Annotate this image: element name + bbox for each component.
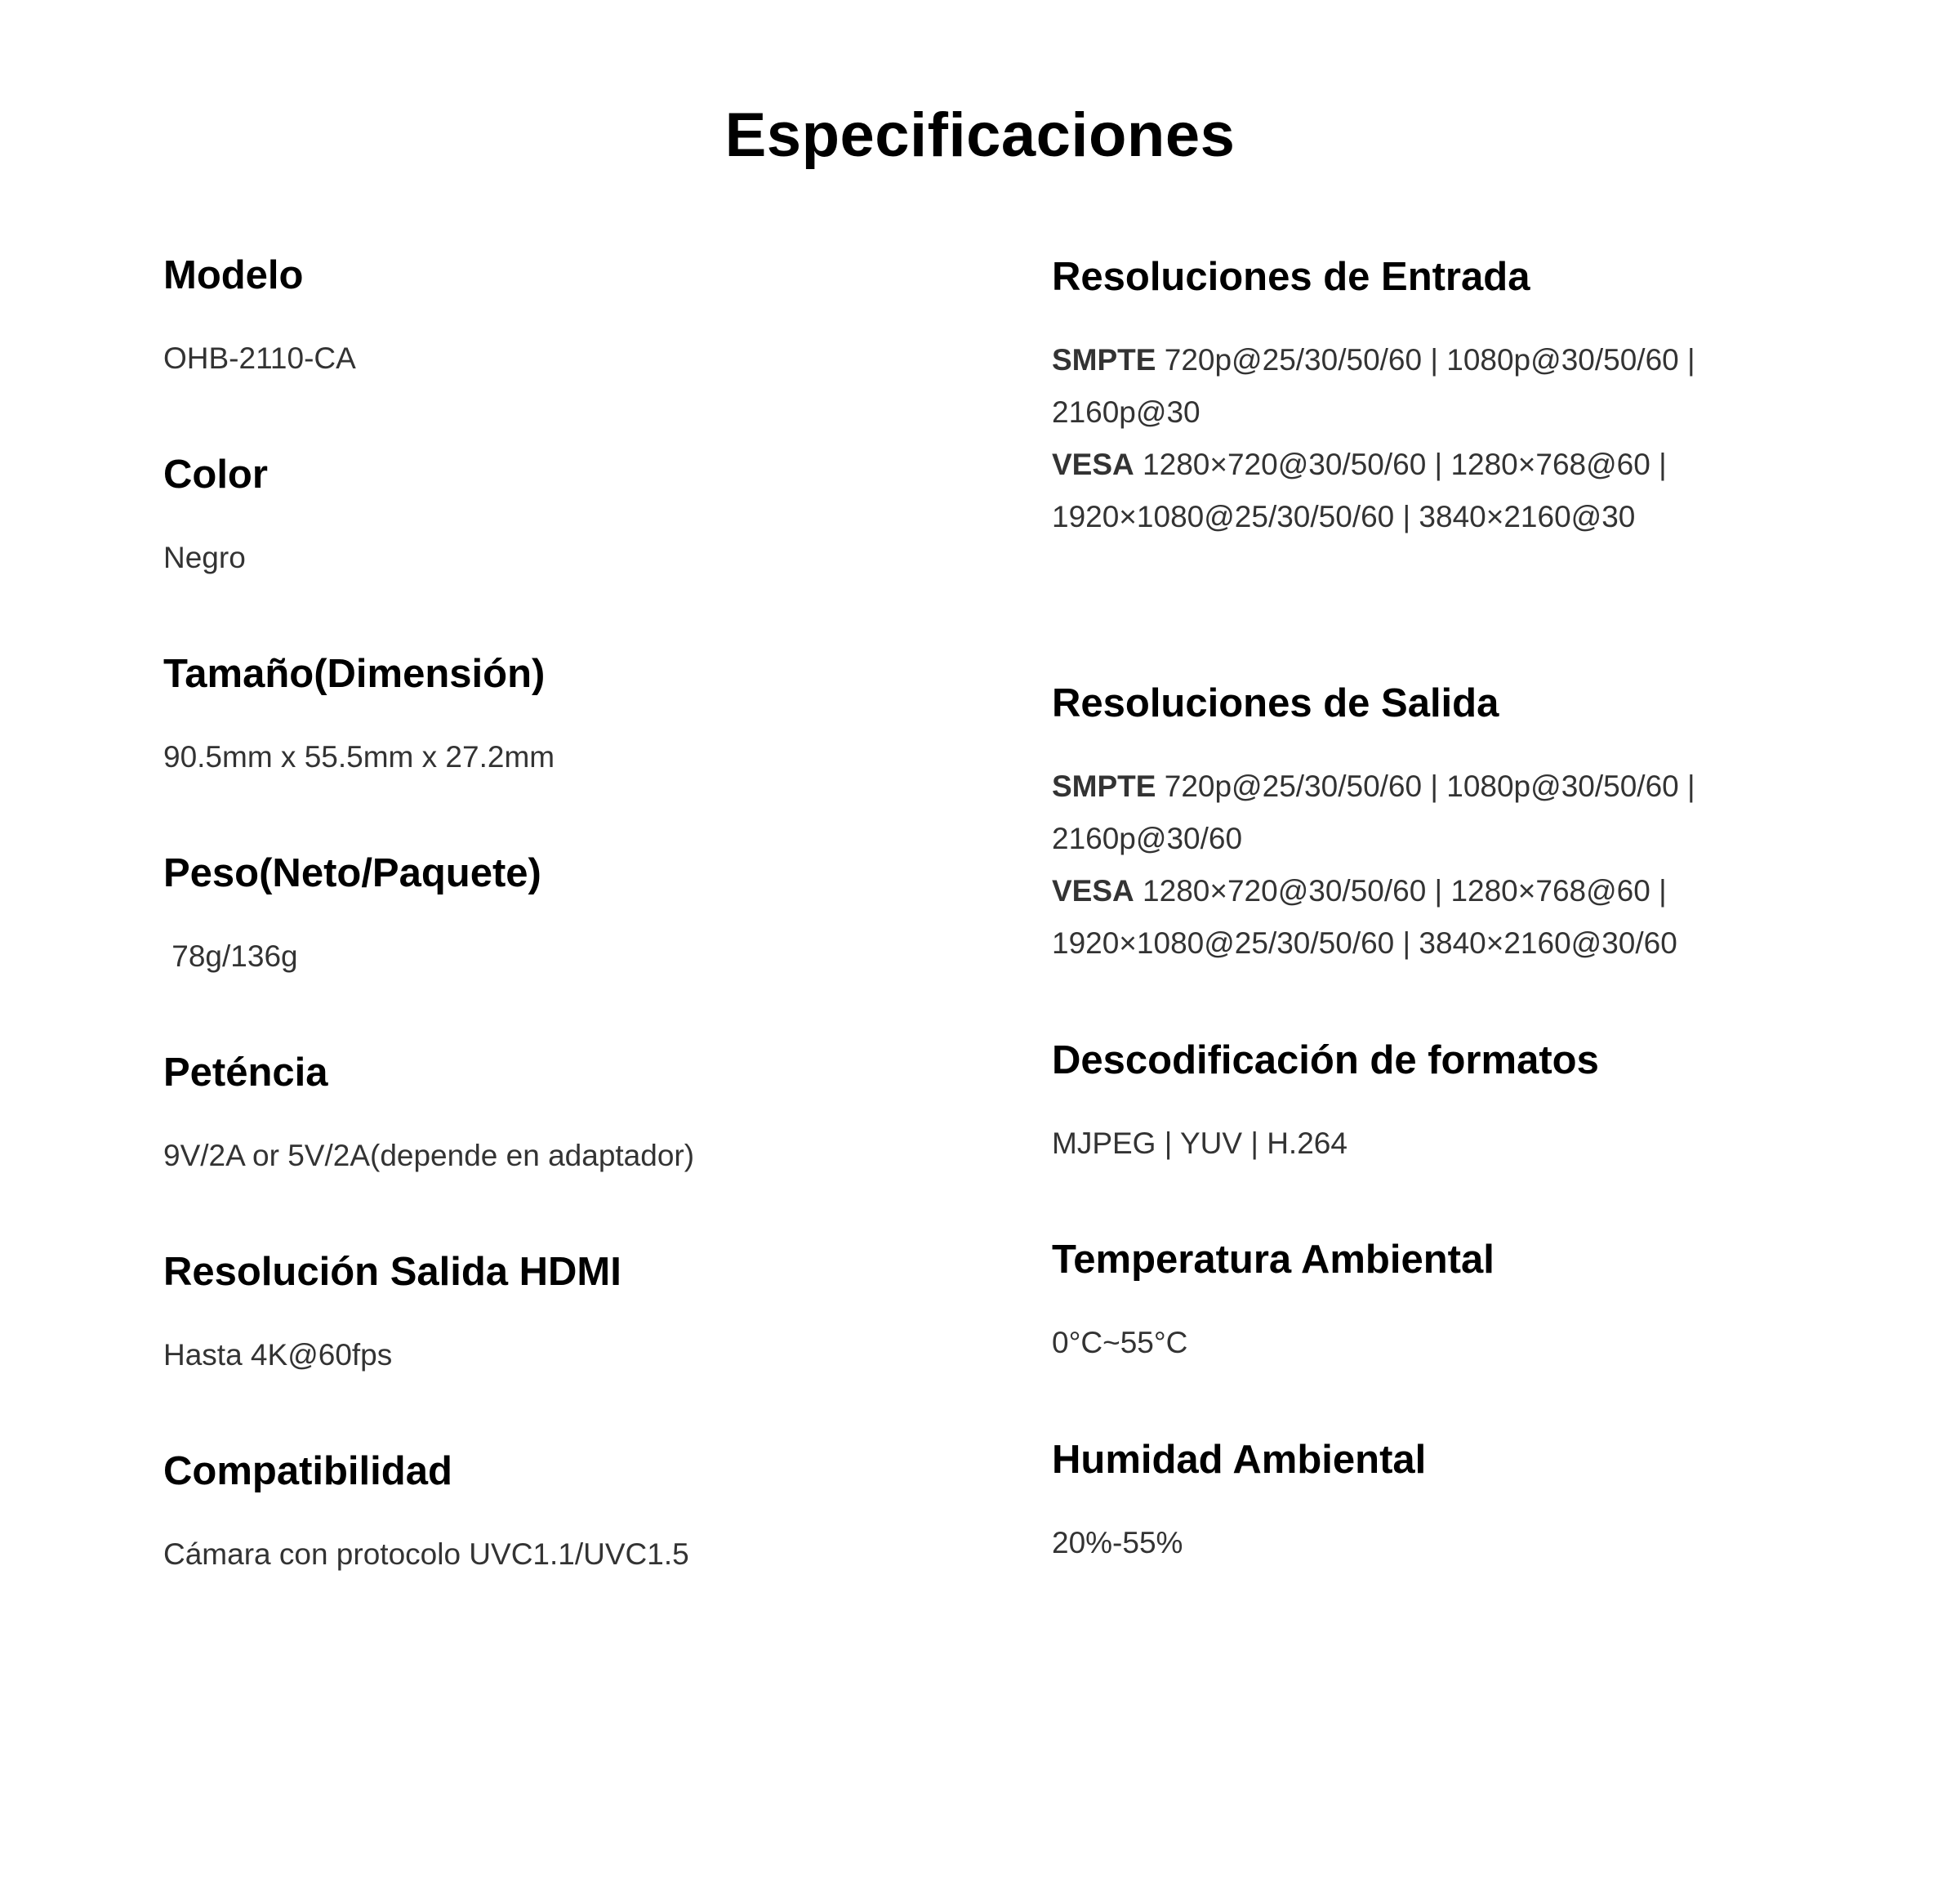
page-title: Especificaciones xyxy=(724,100,1236,170)
spec-label: Descodificación de formatos xyxy=(1052,1038,1599,1082)
spec-label: Temperatura Ambiental xyxy=(1052,1238,1494,1282)
spec-value: Hasta 4K@60fps xyxy=(163,1338,393,1372)
spec-label: Modelo xyxy=(163,253,304,297)
spec-descodificacion-formatos xyxy=(1052,1036,1869,1170)
vesa-line xyxy=(1052,439,1869,491)
smpte-line xyxy=(1052,334,1869,386)
vesa-line xyxy=(1052,865,1869,917)
spec-compatibilidad xyxy=(163,1447,980,1581)
spec-modelo xyxy=(163,251,980,385)
smpte-values: 720p@25/30/50/60 | 1080p@30/50/60 | xyxy=(1156,343,1695,377)
smpte-line-continued: 2160p@30/60 xyxy=(1052,822,1243,855)
spec-value: 78g/136g xyxy=(163,939,298,973)
spec-value: 0°C~55°C xyxy=(1052,1326,1188,1359)
spec-tamano xyxy=(163,649,980,783)
vesa-line-continued: 1920×1080@25/30/50/60 | 3840×2160@30/60 xyxy=(1052,926,1677,960)
spec-value: Negro xyxy=(163,541,246,574)
spec-label: Peso(Neto/Paquete) xyxy=(163,851,541,895)
smpte-line-continued: 2160p@30 xyxy=(1052,395,1200,429)
vesa-values: 1280×720@30/50/60 | 1280×768@60 | xyxy=(1134,874,1667,908)
spec-resolucion-hdmi xyxy=(163,1247,980,1381)
vesa-values: 1280×720@30/50/60 | 1280×768@60 | xyxy=(1134,448,1667,481)
spec-color xyxy=(163,450,980,584)
smpte-line xyxy=(1052,761,1869,813)
smpte-tag: SMPTE xyxy=(1052,770,1156,803)
spec-value: Cámara con protocolo UVC1.1/UVC1.5 xyxy=(163,1537,689,1571)
spec-temperatura xyxy=(1052,1235,1869,1369)
spec-label: Resoluciones de Salida xyxy=(1052,681,1499,725)
vesa-tag: VESA xyxy=(1052,874,1134,908)
spec-value: OHB-2110-CA xyxy=(163,341,356,375)
spec-value: MJPEG | YUV | H.264 xyxy=(1052,1126,1348,1160)
spec-resoluciones-entrada xyxy=(1052,252,1869,543)
spec-label: Color xyxy=(163,453,268,497)
vesa-line-continued: 1920×1080@25/30/50/60 | 3840×2160@30 xyxy=(1052,500,1636,533)
spec-label: Compatibilidad xyxy=(163,1449,452,1493)
spec-label: Peténcia xyxy=(163,1051,328,1095)
spec-peso xyxy=(163,849,980,983)
spec-label: Humidad Ambiental xyxy=(1052,1438,1427,1482)
spec-resoluciones-salida xyxy=(1052,679,1869,970)
spec-potencia xyxy=(163,1048,980,1182)
spec-value xyxy=(1052,334,1869,543)
spec-value: 90.5mm x 55.5mm x 27.2mm xyxy=(163,740,555,774)
spec-label: Resoluciones de Entrada xyxy=(1052,255,1530,299)
vesa-tag: VESA xyxy=(1052,448,1134,481)
spec-humedad xyxy=(1052,1435,1869,1569)
smpte-tag: SMPTE xyxy=(1052,343,1156,377)
spec-value xyxy=(1052,761,1869,970)
spec-value: 20%-55% xyxy=(1052,1526,1183,1559)
spec-value: 9V/2A or 5V/2A(depende en adaptador) xyxy=(163,1139,695,1172)
spec-label: Resolución Salida HDMI xyxy=(163,1250,621,1294)
smpte-values: 720p@25/30/50/60 | 1080p@30/50/60 | xyxy=(1156,770,1695,803)
spec-label: Tamaño(Dimensión) xyxy=(163,652,546,696)
